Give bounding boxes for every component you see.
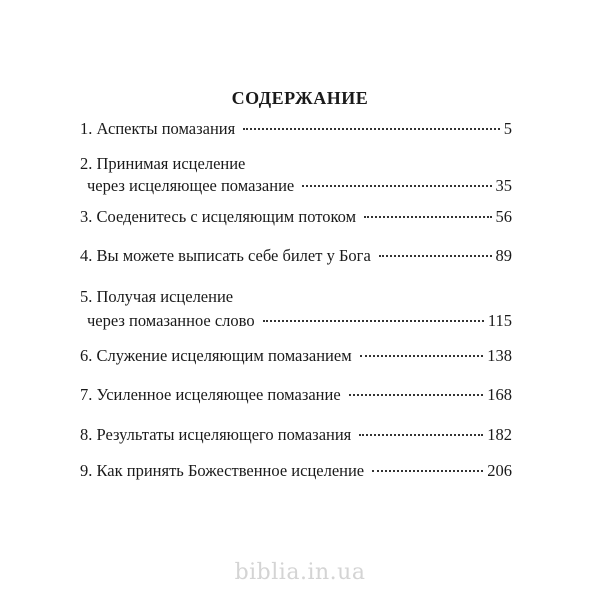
- toc-page-number: 182: [487, 425, 512, 444]
- toc-page-number: 56: [495, 207, 512, 226]
- toc-row: [80, 424, 512, 446]
- toc-entry-number: 1.: [80, 119, 93, 138]
- dot-leader: [364, 215, 491, 218]
- toc-entry: [80, 286, 512, 332]
- toc-row: [80, 118, 512, 140]
- toc-page-number: 206: [487, 461, 512, 480]
- toc-entry: [80, 153, 512, 197]
- toc-entry-number: 6.: [80, 346, 93, 365]
- toc-entry: [80, 245, 512, 267]
- toc-entry-number: 3.: [80, 207, 93, 226]
- dot-leader: [263, 319, 484, 322]
- toc-entry: [80, 424, 512, 446]
- toc-entry-title: Служение исцеляющим помазанием: [96, 346, 352, 365]
- toc-entry-number: 5.: [80, 287, 93, 306]
- page-title: СОДЕРЖАНИЕ: [231, 88, 369, 108]
- toc-row-continuation: [87, 310, 512, 332]
- toc-entry-title: Вы можете выписать себе билет у Бога: [96, 246, 371, 265]
- toc-entry-title: Принимая исцеление: [96, 154, 246, 173]
- toc-row: [80, 384, 512, 406]
- toc-entry: [80, 118, 512, 140]
- toc-entry-title: Аспекты помазания: [96, 119, 236, 138]
- dot-leader: [372, 469, 483, 472]
- dot-leader: [243, 127, 500, 130]
- toc-entry: [80, 345, 512, 367]
- dot-leader: [349, 393, 484, 396]
- toc-page-number: 115: [487, 311, 512, 330]
- toc-entry-title-continuation: через помазанное слово: [87, 311, 255, 330]
- toc-row: [80, 286, 512, 308]
- toc-row: [80, 206, 512, 228]
- toc-entry: [80, 460, 512, 482]
- toc-row: [80, 245, 512, 267]
- toc-entry: [80, 206, 512, 228]
- toc-row: [80, 345, 512, 367]
- toc-row: [80, 460, 512, 482]
- toc-entry-title-continuation: через исцеляющее помазание: [87, 176, 295, 195]
- toc-entry-number: 9.: [80, 461, 93, 480]
- toc-page-number: 35: [495, 176, 512, 195]
- dot-leader: [359, 433, 483, 436]
- dot-leader: [302, 184, 491, 187]
- watermark: biblia.in.ua: [234, 560, 366, 585]
- toc-page-number: 138: [487, 346, 512, 365]
- toc-entry-title: Соеденитесь с исцеляющим потоком: [96, 207, 357, 226]
- toc-entry-number: 4.: [80, 246, 93, 265]
- toc-entry-number: 7.: [80, 385, 93, 404]
- toc-entry-title: Получая исцеление: [96, 287, 234, 306]
- dot-leader: [379, 254, 492, 257]
- toc-row: [80, 153, 512, 175]
- toc-entry-number: 8.: [80, 425, 93, 444]
- dot-leader: [360, 354, 484, 357]
- toc-row-continuation: [87, 175, 512, 197]
- toc-page-number: 168: [487, 385, 512, 404]
- toc-entry-title: Усиленное исцеляющее помазание: [96, 385, 341, 404]
- toc-entry-number: 2.: [80, 154, 93, 173]
- toc-entry: [80, 384, 512, 406]
- toc-page-number: 89: [495, 246, 512, 265]
- toc-entry-title: Как принять Божественное исцеление: [96, 461, 365, 480]
- toc-entry-title: Результаты исцеляющего помазания: [96, 425, 352, 444]
- toc-page-number: 5: [503, 119, 512, 138]
